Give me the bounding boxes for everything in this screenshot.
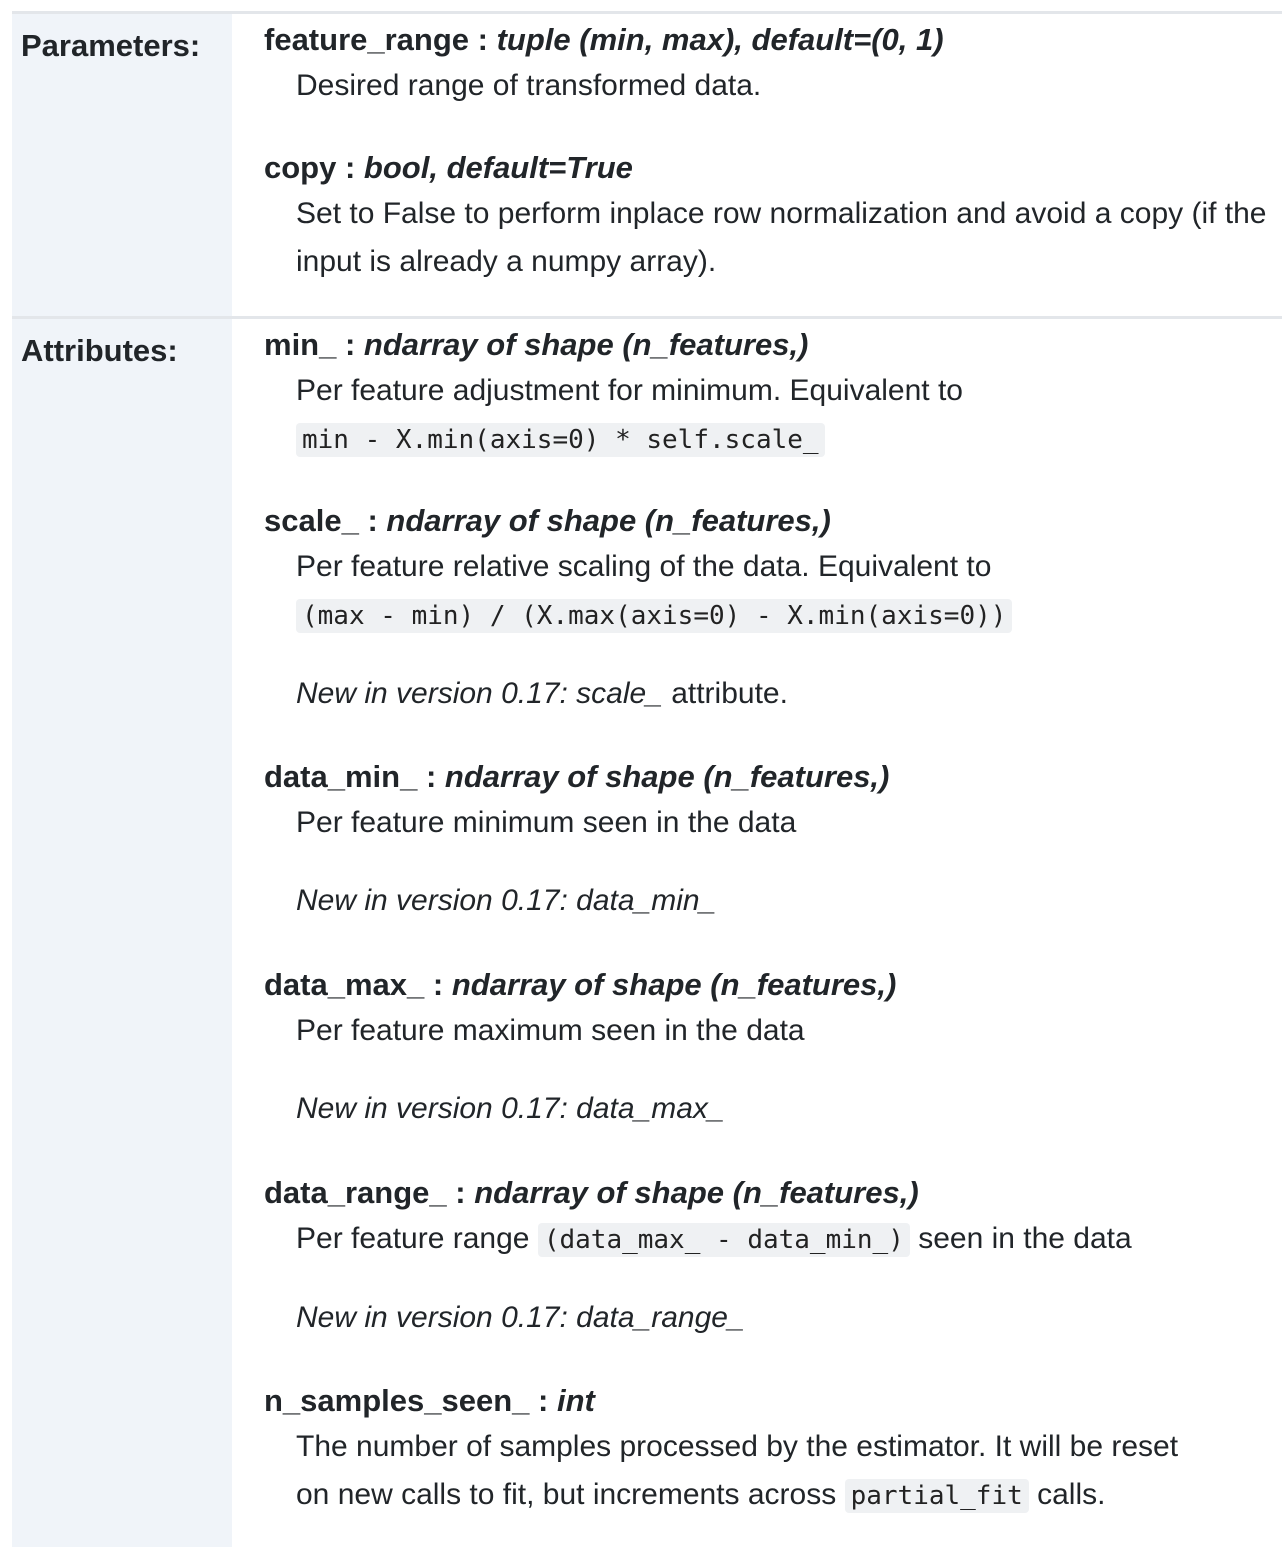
attr-description — [296, 799, 1274, 925]
description-text: Set to False to perform inplace row normalization and avoid a copy (if the input is already a numpy array). — [296, 197, 1267, 278]
attr-min — [264, 323, 1274, 464]
param-description — [296, 62, 1274, 110]
param-signature — [264, 146, 1274, 190]
code-literal: (max - min) / (X.max(axis=0) - X.min(axis=0)) — [296, 599, 1012, 633]
field-list — [12, 0, 1282, 1544]
attributes-label: Attributes: — [21, 333, 178, 368]
attr-name: data_max_ — [264, 967, 425, 1002]
description-text: The number of samples processed by the estimator. It will be reset — [296, 1430, 1179, 1463]
param-name: copy — [264, 150, 337, 185]
description-text — [296, 1215, 1274, 1264]
description-text-end: calls. — [1028, 1478, 1106, 1511]
signature-separator: : — [336, 150, 364, 185]
description-text: Per feature relative scaling of the data. Equivalent to — [296, 550, 992, 583]
attr-type: ndarray of shape (n_features,) — [451, 967, 897, 1002]
signature-separator: : — [446, 1175, 475, 1210]
param-copy — [264, 146, 1274, 286]
attr-name: scale_ — [264, 503, 359, 538]
version-note: New in version 0.17: data_range_ — [296, 1301, 745, 1334]
attr-description — [296, 1007, 1274, 1133]
signature-separator: : — [469, 22, 497, 57]
description-text: Desired range of transformed data. — [296, 69, 762, 102]
signature-separator: : — [358, 503, 387, 538]
attr-n-samples-seen — [264, 1379, 1274, 1520]
code-literal: partial_fit — [845, 1479, 1029, 1513]
version-note-text: New in version 0.17: scale_ — [296, 677, 663, 710]
attr-data-range — [264, 1171, 1274, 1342]
attr-signature — [264, 755, 1274, 799]
param-feature-range — [264, 18, 1274, 110]
description-text: Per feature minimum seen in the data — [296, 806, 797, 839]
signature-separator: : — [336, 327, 364, 362]
attr-name: n_samples_seen_ — [264, 1383, 530, 1418]
param-signature — [264, 18, 1274, 62]
attr-type: ndarray of shape (n_features,) — [474, 1175, 919, 1210]
param-type: tuple (min, max), default=(0, 1) — [496, 22, 944, 57]
parameters-label: Parameters: — [21, 28, 201, 63]
attr-type: ndarray of shape (n_features,) — [386, 503, 831, 538]
parameters-label-column — [12, 14, 232, 318]
param-name: feature_range — [264, 22, 470, 57]
param-description — [296, 190, 1274, 286]
attr-signature — [264, 499, 1274, 543]
version-note: New in version 0.17: data_max_ — [296, 1092, 725, 1125]
code-literal: min - X.min(axis=0) * self.scale_ — [296, 423, 825, 457]
attr-signature — [264, 323, 1274, 367]
attributes-section — [12, 316, 1282, 1547]
attr-description — [296, 1215, 1274, 1342]
attr-description — [296, 1423, 1274, 1520]
attr-scale — [264, 499, 1274, 718]
parameters-section — [12, 11, 1282, 318]
signature-separator: : — [417, 759, 445, 794]
description-text — [296, 1471, 1274, 1520]
attributes-label-column — [12, 319, 232, 1547]
code-literal: (data_max_ - data_min_) — [538, 1223, 910, 1257]
attr-name: data_range_ — [264, 1175, 447, 1210]
attr-data-min — [264, 755, 1274, 925]
description-text-start: on new calls to fit, but increments across — [296, 1478, 845, 1511]
description-text-start: Per feature range — [296, 1222, 538, 1255]
description-text: Per feature maximum seen in the data — [296, 1014, 805, 1047]
attr-signature — [264, 963, 1274, 1007]
attr-name: data_min_ — [264, 759, 418, 794]
param-type: bool, default=True — [363, 150, 633, 185]
signature-separator: : — [529, 1383, 557, 1418]
attr-description — [296, 367, 1274, 464]
attr-type: ndarray of shape (n_features,) — [444, 759, 890, 794]
attr-signature — [264, 1171, 1274, 1215]
attr-type: int — [556, 1383, 595, 1418]
attr-signature — [264, 1379, 1274, 1423]
description-text: Per feature adjustment for minimum. Equivalent to — [296, 374, 963, 407]
signature-separator: : — [424, 967, 452, 1002]
attr-data-max — [264, 963, 1274, 1133]
attr-type: ndarray of shape (n_features,) — [363, 327, 809, 362]
description-text-end: seen in the data — [909, 1222, 1132, 1255]
version-note-tail: attribute. — [662, 677, 788, 710]
version-note — [296, 670, 1274, 718]
version-note: New in version 0.17: data_min_ — [296, 884, 717, 917]
attr-name: min_ — [264, 327, 337, 362]
attr-description — [296, 543, 1274, 718]
